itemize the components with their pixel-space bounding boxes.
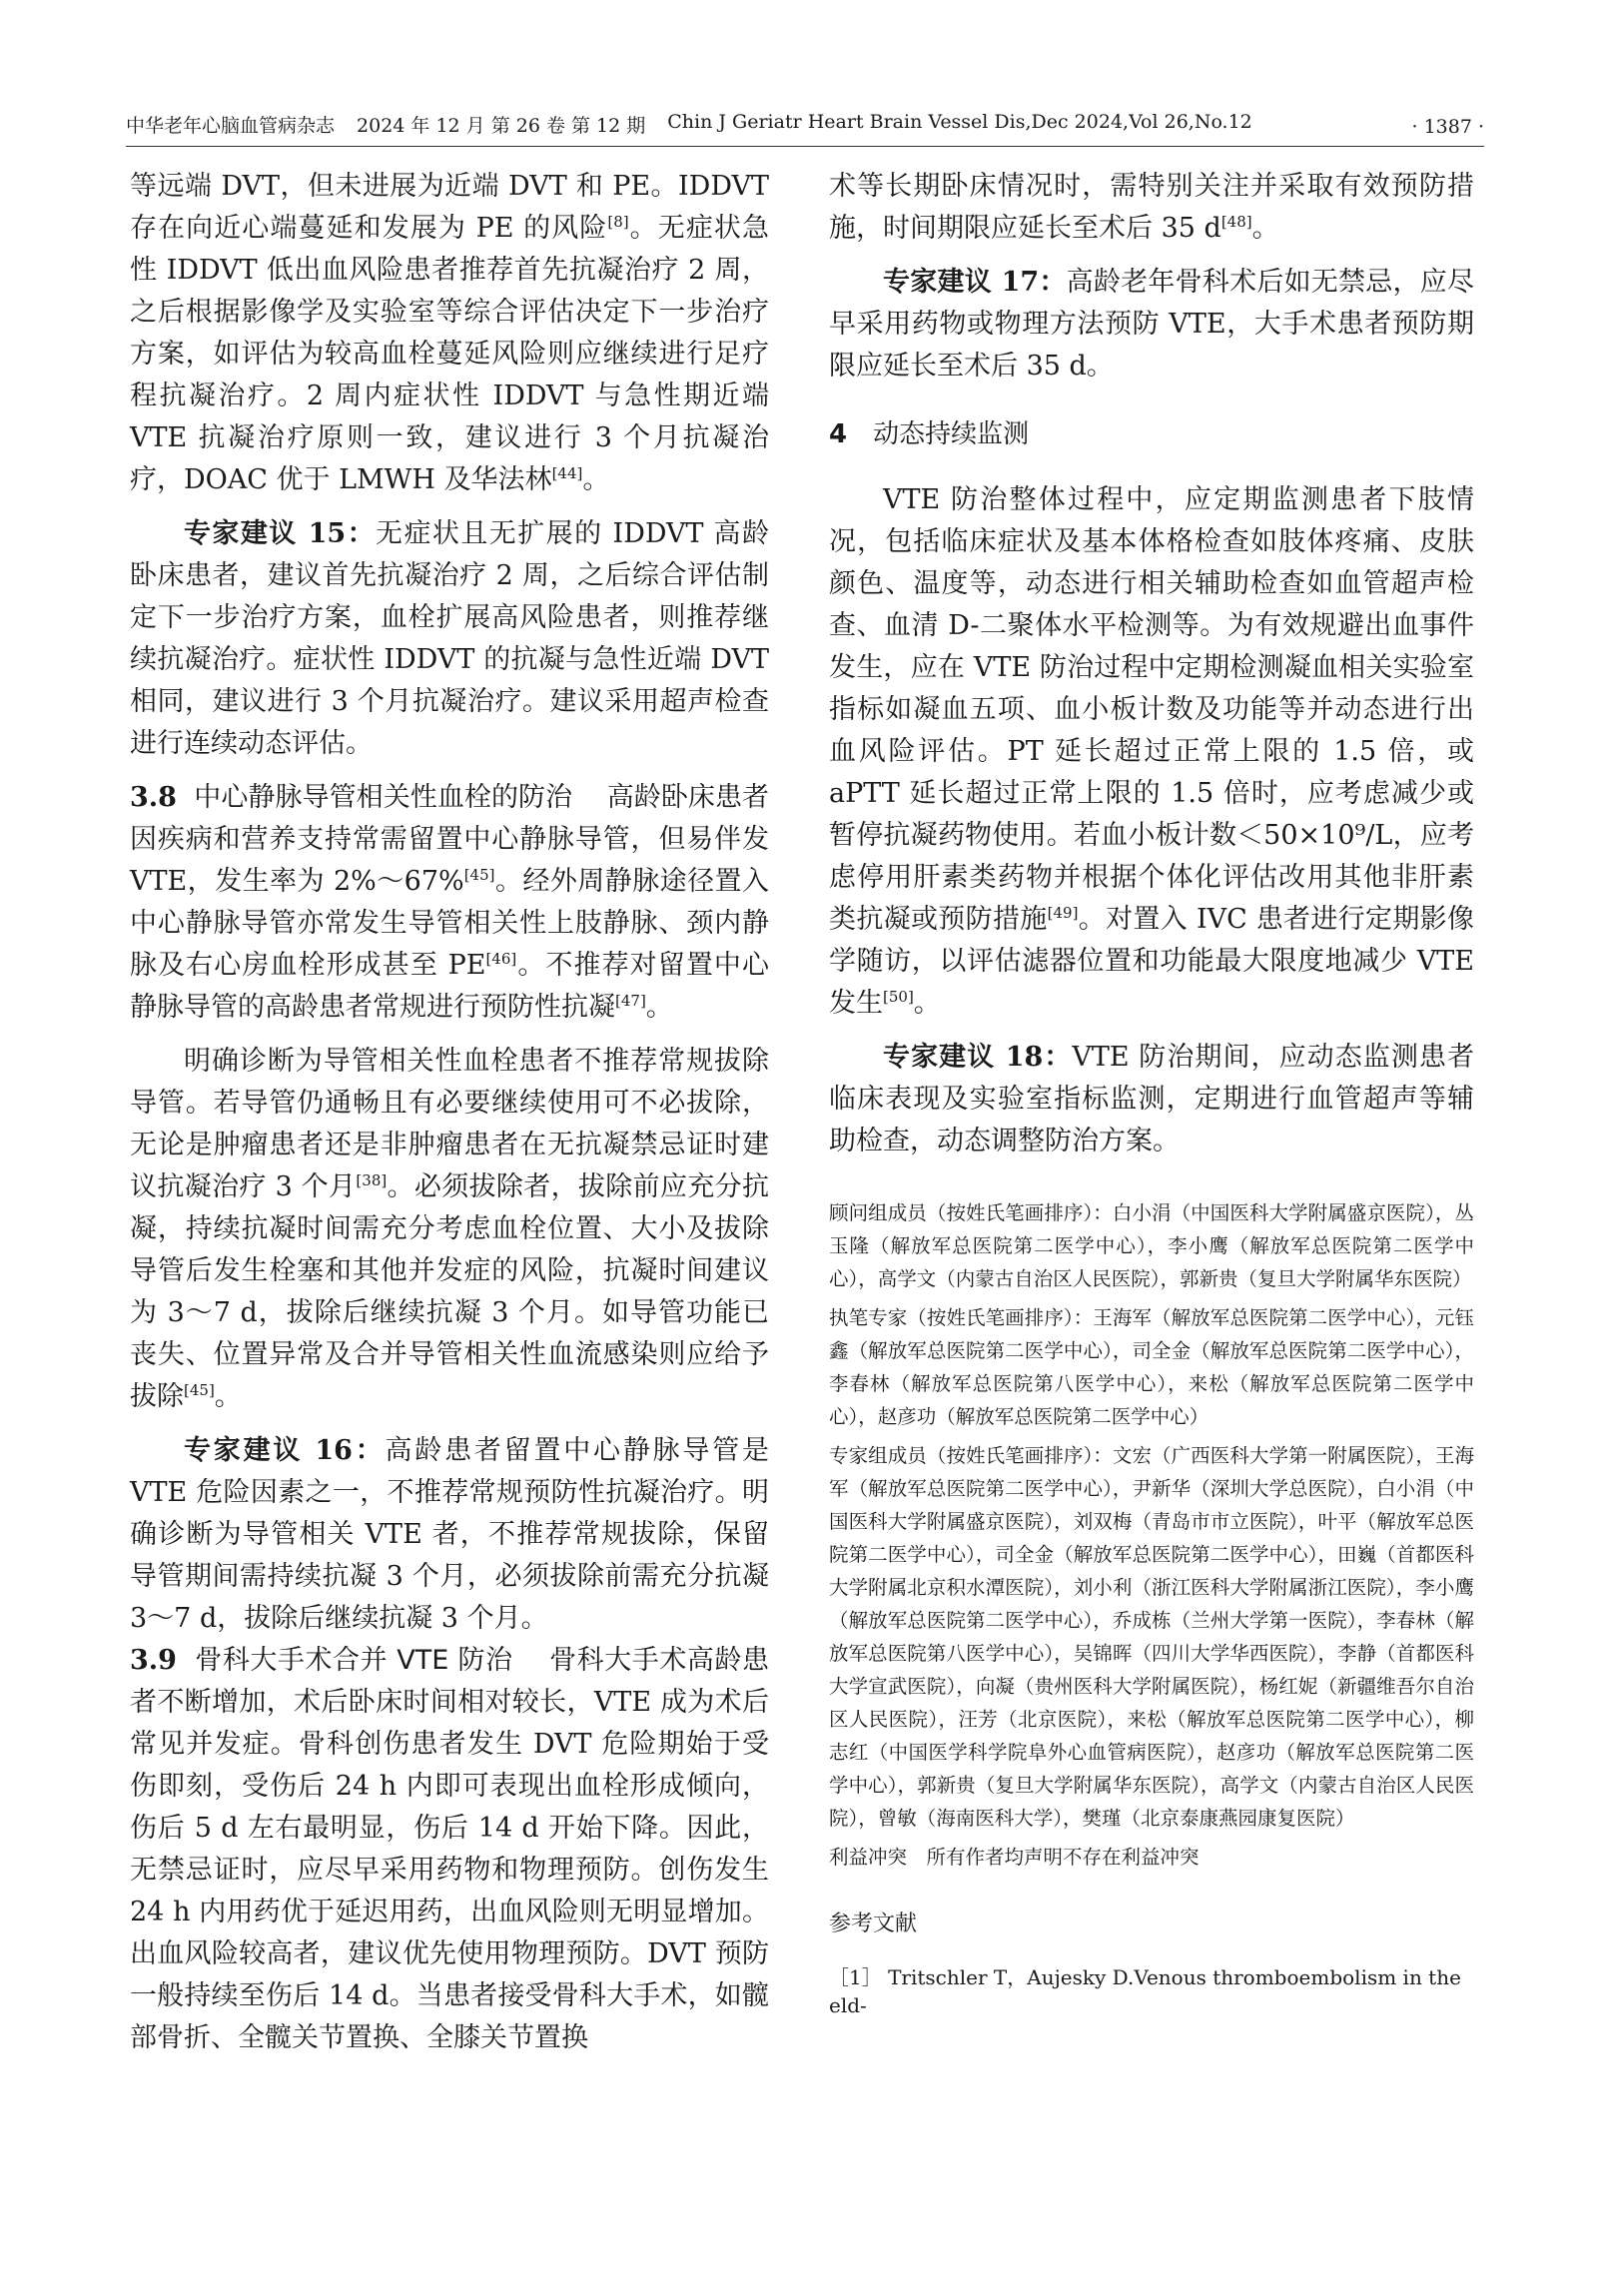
text-span: 。不推荐对留置中心静脉导管的高龄患者常规进行预防性抗凝	[130, 950, 769, 1023]
text-span: 。经外周静脉途径置入中心静脉导管亦常发生导管相关性上肢静脉、颈内静脉及右心房血栓形成甚至 PE	[130, 866, 769, 981]
recommendation-label: 专家建议 16：	[184, 1435, 386, 1466]
text-span: 。无症状急性 IDDVT 低出血风险患者推荐首先抗凝治疗 2 周，之后根据影像学及实验室等综合评估决定下一步治疗方案，如评估为较高血栓蔓延风险则应继续进行足疗程抗凝治疗。2 周内症状性 IDDVT 与急性期近端 VTE 抗凝治疗原则一致，建议进行 3 个月抗凝治疗，DOAC 优于 LMWH 及华法林	[130, 213, 769, 495]
section-number: 4	[829, 419, 848, 449]
text-span: VTE 防治整体过程中，应定期监测患者下肢情况，包括临床症状及基本体格检查如肢体疼痛、皮肤颜色、温度等，动态进行相关辅助检查如血管超声检查、血清 D-二聚体水平检测等。为有效规避出血事件发生，应在 VTE 防治过程中定期检测凝血相关实验室指标如凝血五项、血小板计数及功能等并动态进行出血风险评估。PT 延长超过正常上限的 1.5 倍，或 aPTT 延长超过正常上限的 1.5 倍时，应考虑减少或暂停抗凝药物使用。若血小板计数＜50×10⁹/L，应考虑停用肝素类药物并根据个体化评估改用其他非肝素类抗凝或预防措施	[829, 484, 1474, 935]
recommendation-text: 无症状且无扩展的 IDDVT 高龄卧床患者，建议首先抗凝治疗 2 周，之后综合评估制定下一步治疗方案，血栓扩展高风险患者，则推荐继续抗凝治疗。症状性 IDDVT 的抗凝与急性近端 DVT 相同，建议进行 3 个月抗凝治疗。建议采用超声检查进行连续动态评估。	[130, 518, 769, 759]
text-span: 高龄卧床患者因疾病和营养支持常需留置中心静脉导管，但易伴发 VTE，发生率为 2%～67%	[130, 782, 770, 897]
text-span: 。	[913, 988, 941, 1019]
citation: [38]	[356, 1171, 388, 1189]
citation: [44]	[551, 464, 583, 482]
citation: [48]	[1220, 213, 1252, 231]
left-column	[130, 166, 769, 2059]
citation: [49]	[1047, 904, 1079, 922]
section-3-8	[130, 777, 769, 1029]
journal-title-cn: 中华老年心脑血管病杂志	[126, 115, 336, 137]
expert-recommendation-18	[829, 1037, 1474, 1162]
text-span: 。	[214, 1381, 242, 1412]
experts-list: 专家组成员（按姓氏笔画排序）：文宏（广西医科大学第一附属医院），王海军（解放军总医院第二医学中心），尹新华（深圳大学总医院），白小涓（中国医科大学附属盛京医院），刘双梅（青岛市市立医院），叶平（解放军总医院第二医学中心），司全金（解放军总医院第二医学中心），田巍（首都医科大学附属北京积水潭医院），刘小利（浙江医科大学附属浙江医院），李小鹰（解放军总医院第二医学中心），乔成栋（兰州大学第一医院），李春林（解放军总医院第八医学中心），吴锦晖（四川大学华西医院），李静（首都医科大学宣武医院），向凝（贵州医科大学附属医院），杨红妮（新疆维吾尔自治区人民医院），汪芳（北京医院），来松（解放军总医院第二医学中心），柳志红（中国医学科学院阜外心血管病医院），赵彦功（解放军总医院第二医学中心），郭新贵（复旦大学附属华东医院），高学文（内蒙古自治区人民医院），曾敏（海南医科大学），樊瑾（北京泰康燕园康复医院）	[829, 1444, 1474, 1830]
text-span: 术等长期卧床情况时，需特别关注并采取有效预防措施，时间期限应延长至术后 35 d	[829, 171, 1474, 244]
page-number: · 1387 ·	[1411, 116, 1484, 138]
conflict-of-interest: 利益冲突 所有作者均声明不存在利益冲突	[829, 1846, 1200, 1869]
citation: [46]	[485, 950, 517, 968]
text-span: 骨科大手术高龄患者不断增加，术后卧床时间相对较长，VTE 成为术后常见并发症。骨科创伤患者发生 DVT 危险期始于受伤即刻，受伤后 24 h 内即可表现出血栓形成倾向，伤后 5 d 左右最明显，伤后 14 d 开始下降。因此，无禁忌证时，应尽早采用药物和物理预防。创伤发生 24 h 内用药优于延迟用药，出血风险则无明显增加。出血风险较高者，建议优先使用物理预防。DVT 预防一般持续至伤后 14 d。当患者接受骨科大手术，如髋部骨折、全髋关节置换、全膝关节置换	[130, 1645, 770, 2053]
expert-recommendation-17	[829, 262, 1474, 387]
recommendation-label: 专家建议 18：	[883, 1042, 1073, 1073]
paragraph-iddvt	[130, 166, 769, 501]
text-span: 。必须拔除者，拔除前应充分抗凝，持续抗凝时间需充分考虑血栓位置、大小及拔除导管后发生栓塞和其他并发症的风险，抗凝时间建议为 3～7 d，拔除后继续抗凝 3 个月。如导管功能已丧失、位置异常及合并导管相关性血流感染则应给予拔除	[130, 1171, 770, 1412]
section-number: 3.9	[130, 1645, 177, 1676]
section-title: 动态持续监测	[873, 419, 1030, 449]
text-span: 等远端 DVT，但未进展为近端 DVT 和 PE。IDDVT 存在向近心端蔓延和发展为 PE 的风险	[130, 171, 769, 244]
expert-recommendation-15	[130, 513, 769, 765]
citation: [50]	[883, 988, 914, 1006]
paragraph-orthopedic-cont	[829, 166, 1474, 250]
issue-info-cn: 2024 年 12 月 第 26 卷 第 12 期	[357, 115, 646, 137]
section-3-9	[130, 1640, 769, 2059]
running-header	[126, 104, 1484, 147]
advisors-list: 顾问组成员（按姓氏笔画排序）：白小涓（中国医科大学附属盛京医院），丛玉隆（解放军总医院第二医学中心），李小鹰（解放军总医院第二医学中心），高学文（内蒙古自治区人民医院），郭新贵（复旦大学附属华东医院）	[829, 1201, 1474, 1290]
text-span: 。对置入 IVC 患者进行定期影像学随访，以评估滤器位置和功能最大限度地减少 VTE 发生	[829, 904, 1474, 1019]
section-title: 中心静脉导管相关性血栓的防治	[194, 782, 573, 813]
recommendation-text: 高龄老年骨科术后如无禁忌，应尽早采用药物或物理方法预防 VTE，大手术患者预防期限应延长至术后 35 d。	[829, 267, 1474, 382]
citation: [45]	[463, 866, 495, 884]
reference-item: ［1］ Tritschler T，Aujesky D.Venous thromboembolism in the eld-	[829, 1965, 1461, 2017]
section-4-heading	[829, 413, 1474, 455]
citation: [45]	[184, 1381, 215, 1399]
header-left	[126, 111, 1252, 138]
citation: [8]	[607, 213, 629, 231]
recommendation-label: 专家建议 17：	[883, 267, 1067, 298]
text-span: 。	[645, 992, 673, 1023]
text-span: 。	[1251, 213, 1279, 244]
paragraph-monitoring	[829, 479, 1474, 1025]
recommendation-text: VTE 防治期间，应动态监测患者临床表现及实验室指标监测，定期进行血管超声等辅助检查，动态调整防治方案。	[829, 1042, 1474, 1156]
expert-recommendation-16	[130, 1430, 769, 1640]
section-number: 3.8	[130, 782, 177, 813]
section-title: 骨科大手术合并 VTE 防治	[195, 1645, 513, 1676]
contributors-block	[829, 1196, 1474, 1874]
recommendation-text: 高龄患者留置中心静脉导管是 VTE 危险因素之一，不推荐常规预防性抗凝治疗。明确诊断为导管相关 VTE 者，不推荐常规拔除，保留导管期间需持续抗凝 3 个月，必须拔除前需充分抗凝 3～7 d，拔除后继续抗凝 3 个月。	[130, 1435, 769, 1634]
paragraph-catheter	[130, 1041, 769, 1418]
text-span: 。	[582, 464, 610, 495]
references-heading: 参考文献	[829, 1912, 918, 1936]
right-column	[829, 166, 1474, 2019]
writers-list: 执笔专家（按姓氏笔画排序）：王海军（解放军总医院第二医学中心），元钰鑫（解放军总医院第二医学中心），司全金（解放军总医院第二医学中心），李春林（解放军总医院第八医学中心），来松（解放军总医院第二医学中心），赵彦功（解放军总医院第二医学中心）	[829, 1306, 1474, 1428]
text-span: 明确诊断为导管相关性血栓患者不推荐常规拔除导管。若导管仍通畅且有必要继续使用可不必拔除，无论是肿瘤患者还是非肿瘤患者在无抗凝禁忌证时建议抗凝治疗 3 个月	[130, 1046, 769, 1202]
journal-title-en: Chin J Geriatr Heart Brain Vessel Dis,Dec 2024,Vol 26,No.12	[667, 111, 1252, 133]
citation: [47]	[615, 992, 646, 1010]
recommendation-label: 专家建议 15：	[184, 518, 377, 549]
